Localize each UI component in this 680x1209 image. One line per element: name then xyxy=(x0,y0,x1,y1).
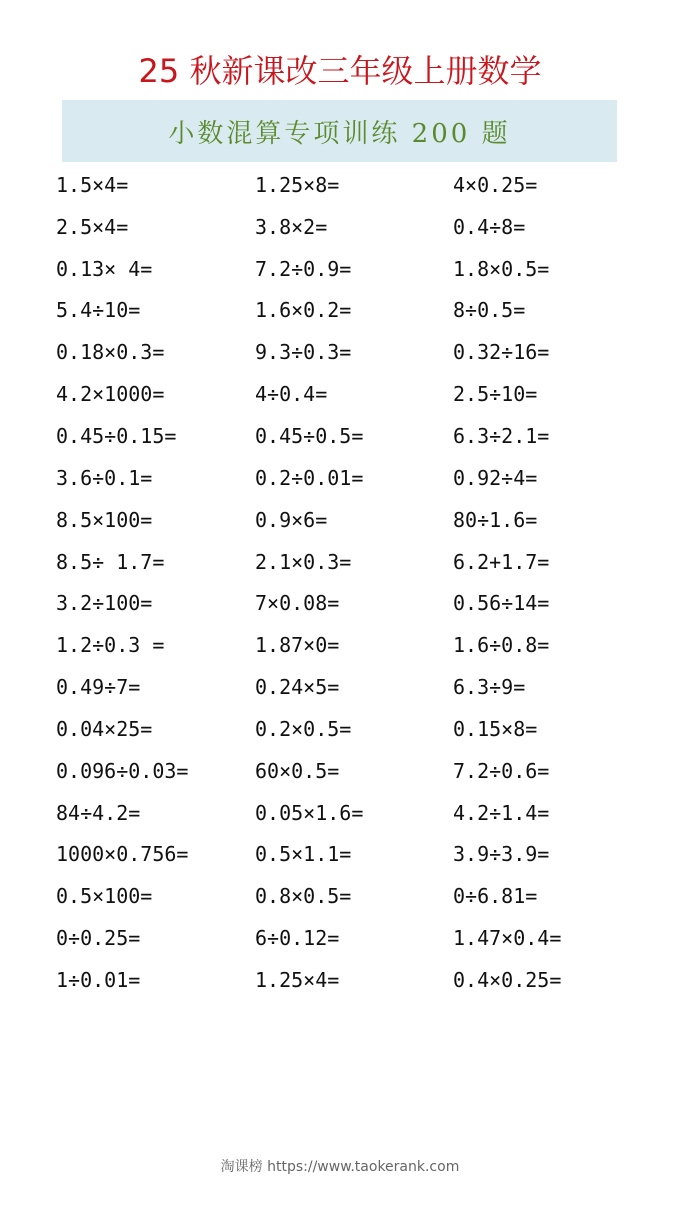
problem-item: 4.2×1000= xyxy=(56,382,165,407)
problem-item: 84÷4.2= xyxy=(56,800,141,825)
problem-row xyxy=(56,750,646,792)
problem-item: 0.13× 4= xyxy=(56,256,153,281)
problem-item: 7.2÷0.6= xyxy=(453,758,550,783)
problem-row xyxy=(56,624,646,666)
problem-row xyxy=(56,457,646,499)
problem-item: 4×0.25= xyxy=(453,172,538,197)
problem-item: 2.1×0.3= xyxy=(255,549,352,574)
footer-watermark: 淘课榜 https://www.taokerank.com xyxy=(220,1159,460,1175)
problem-item: 1.87×0= xyxy=(255,633,340,658)
problem-item: 3.6÷0.1= xyxy=(56,465,153,490)
problem-item: 0.49÷7= xyxy=(56,675,141,700)
problem-item: 0.2×0.5= xyxy=(255,716,352,741)
problem-item: 1.5×4= xyxy=(56,172,129,197)
problem-row xyxy=(56,290,646,332)
problem-item: 1.6÷0.8= xyxy=(453,633,550,658)
problem-row xyxy=(56,206,646,248)
problem-item: 0.9×6= xyxy=(255,507,328,532)
problem-row xyxy=(56,959,646,1001)
problem-item: 1.8×0.5= xyxy=(453,256,550,281)
problem-row xyxy=(56,164,646,206)
problem-item: 8.5×100= xyxy=(56,507,153,532)
problem-item: 6.3÷2.1= xyxy=(453,423,550,448)
problem-item: 3.9÷3.9= xyxy=(453,842,550,867)
problem-row xyxy=(56,499,646,541)
problem-item: 1.47×0.4= xyxy=(453,926,562,951)
problem-item: 4.2÷1.4= xyxy=(453,800,550,825)
problem-item: 4÷0.4= xyxy=(255,382,328,407)
problem-item: 6÷0.12= xyxy=(255,926,340,951)
subtitle-banner xyxy=(62,100,617,162)
problem-item: 60×0.5= xyxy=(255,758,340,783)
problem-item: 1÷0.01= xyxy=(56,967,141,992)
problem-item: 7×0.08= xyxy=(255,591,340,616)
problem-row xyxy=(56,917,646,959)
problem-item: 0÷6.81= xyxy=(453,884,538,909)
problem-item: 0.05×1.6= xyxy=(255,800,364,825)
problem-row xyxy=(56,666,646,708)
problem-item: 2.5÷10= xyxy=(453,382,538,407)
problem-row xyxy=(56,834,646,876)
problem-item: 6.3÷9= xyxy=(453,675,526,700)
problem-item: 0.04×25= xyxy=(56,716,153,741)
problem-row xyxy=(56,415,646,457)
problem-item: 3.2÷100= xyxy=(56,591,153,616)
problem-item: 1.2÷0.3 = xyxy=(56,633,165,658)
problem-row xyxy=(56,248,646,290)
problem-item: 0÷0.25= xyxy=(56,926,141,951)
problem-grid xyxy=(56,164,646,1001)
problem-row xyxy=(56,373,646,415)
problem-item: 7.2÷0.9= xyxy=(255,256,352,281)
problem-item: 0.4×0.25= xyxy=(453,967,562,992)
problem-item: 0.5×1.1= xyxy=(255,842,352,867)
problem-row xyxy=(56,331,646,373)
problem-item: 0.18×0.3= xyxy=(56,340,165,365)
problem-item: 2.5×4= xyxy=(56,214,129,239)
subtitle-text: 小数混算专项训练 200 题 xyxy=(168,118,511,149)
problem-item: 9.3÷0.3= xyxy=(255,340,352,365)
problem-item: 0.45÷0.15= xyxy=(56,423,177,448)
problem-row xyxy=(56,792,646,834)
problem-row xyxy=(56,708,646,750)
problem-item: 3.8×2= xyxy=(255,214,328,239)
problem-item: 0.5×100= xyxy=(56,884,153,909)
problem-item: 0.45÷0.5= xyxy=(255,423,364,448)
problem-item: 1000×0.756= xyxy=(56,842,189,867)
problem-item: 0.24×5= xyxy=(255,675,340,700)
problem-item: 1.25×8= xyxy=(255,172,340,197)
problem-item: 0.8×0.5= xyxy=(255,884,352,909)
problem-item: 1.6×0.2= xyxy=(255,298,352,323)
problem-item: 0.4÷8= xyxy=(453,214,526,239)
problem-row xyxy=(56,541,646,583)
problem-item: 1.25×4= xyxy=(255,967,340,992)
problem-item: 8.5÷ 1.7= xyxy=(56,549,165,574)
problem-item: 0.15×8= xyxy=(453,716,538,741)
problem-item: 0.096÷0.03= xyxy=(56,758,189,783)
problem-row xyxy=(56,875,646,917)
problem-item: 6.2+1.7= xyxy=(453,549,550,574)
problem-item: 8÷0.5= xyxy=(453,298,526,323)
problem-item: 5.4÷10= xyxy=(56,298,141,323)
problem-item: 80÷1.6= xyxy=(453,507,538,532)
problem-item: 0.92÷4= xyxy=(453,465,538,490)
problem-item: 0.56÷14= xyxy=(453,591,550,616)
problem-item: 0.2÷0.01= xyxy=(255,465,364,490)
problem-item: 0.32÷16= xyxy=(453,340,550,365)
problem-row xyxy=(56,582,646,624)
page-title: 25 秋新课改三年级上册数学 xyxy=(138,52,542,90)
